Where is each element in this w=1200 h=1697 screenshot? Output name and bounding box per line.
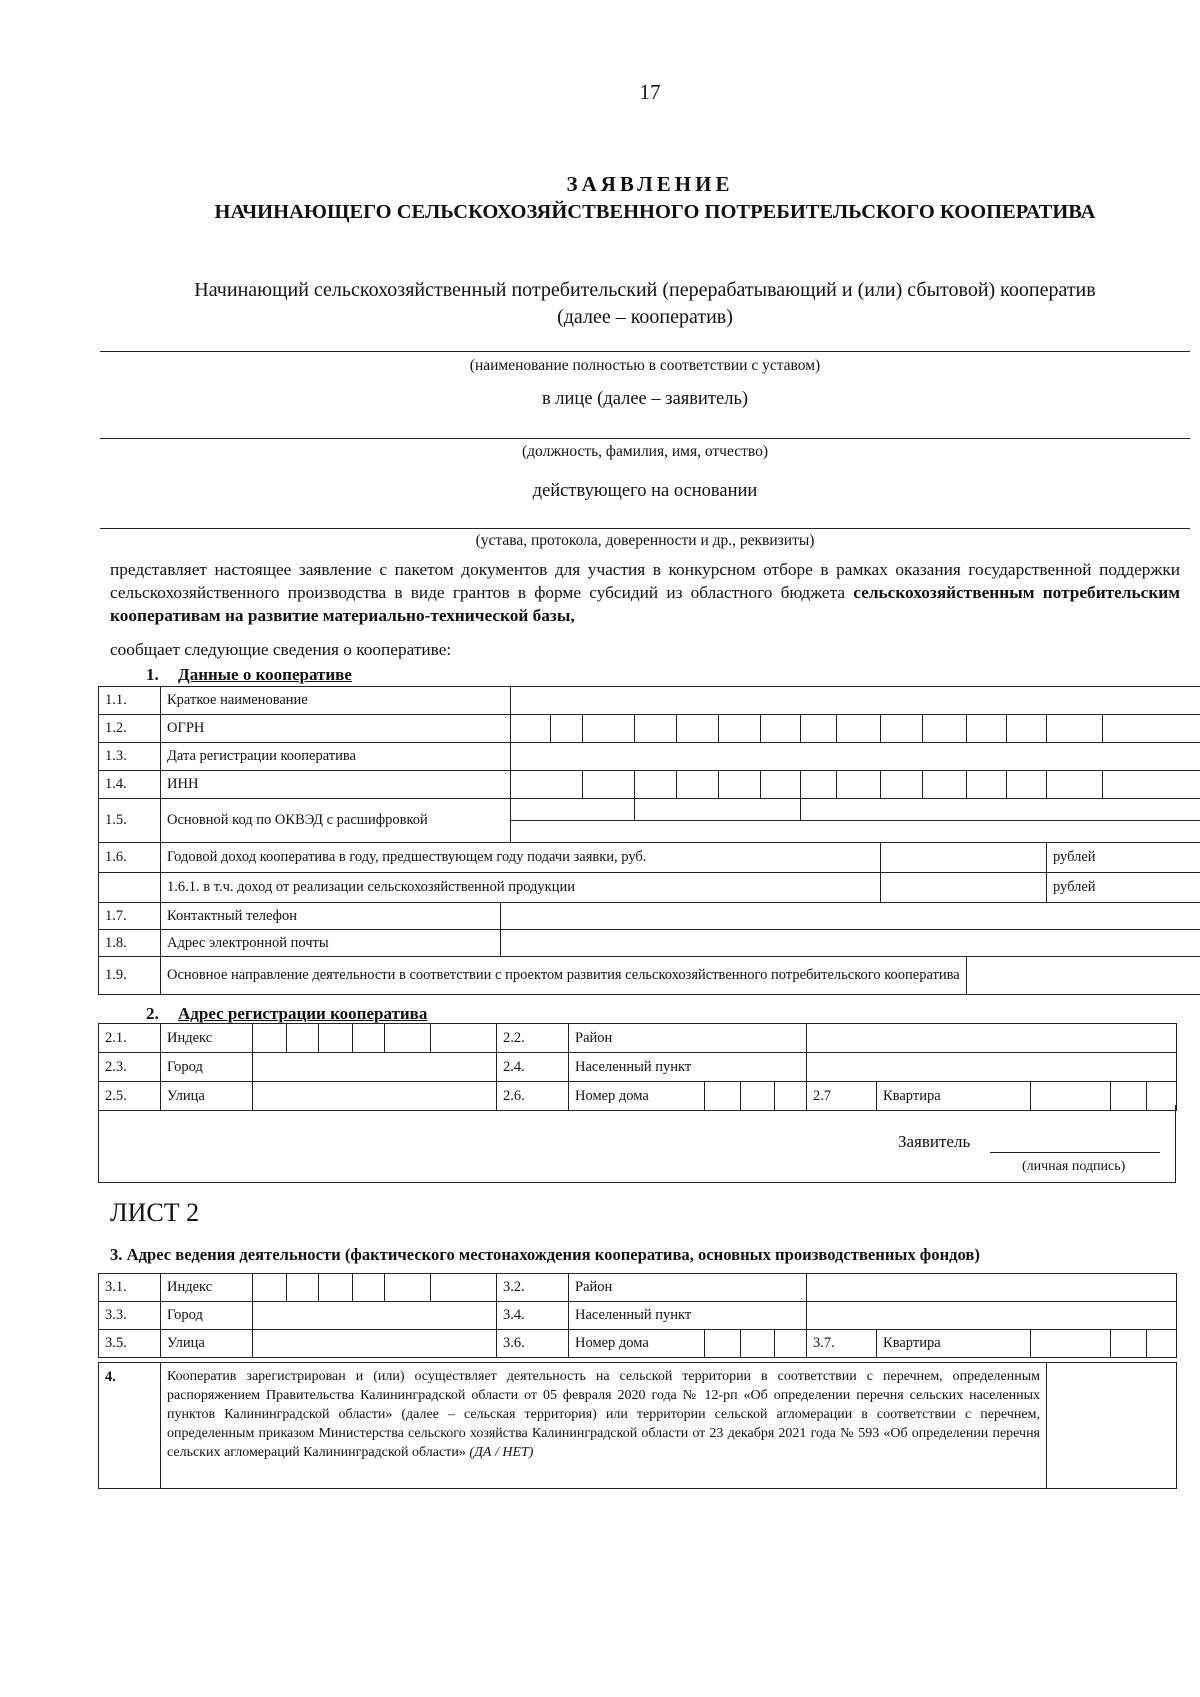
- index-digit-cell[interactable]: [385, 1274, 431, 1302]
- registration-date-field[interactable]: [511, 743, 1200, 771]
- rural-territory-statement: [161, 1363, 1047, 1489]
- person-fill-line[interactable]: [100, 438, 1190, 439]
- row-number: 2.4.: [497, 1053, 569, 1082]
- row-number: 3.5.: [99, 1330, 161, 1358]
- row-label: 1.6.1. в т.ч. доход от реализации сельскохозяйственной продукции: [161, 873, 881, 903]
- section-2-heading: [146, 1004, 427, 1024]
- okved-code-cell[interactable]: [801, 799, 1200, 821]
- row-number: 3.6.: [497, 1330, 569, 1358]
- table-row: [99, 1302, 1177, 1330]
- caption-basis: (устава, протокола, доверенности и др., реквизиты): [475, 532, 815, 549]
- inn-digit-cell[interactable]: [761, 771, 801, 799]
- section-4-table: [98, 1362, 1177, 1489]
- row-label: Квартира: [877, 1330, 1031, 1358]
- inn-digit-cell[interactable]: [881, 771, 923, 799]
- ogrn-digit-cell[interactable]: [801, 715, 837, 743]
- table-row: [99, 687, 1200, 715]
- document-title: ЗАЯВЛЕНИЕ: [566, 172, 734, 196]
- apartment-cell[interactable]: [1147, 1330, 1177, 1358]
- row-number: 4.: [99, 1363, 161, 1489]
- section-1-number: 1.: [146, 665, 159, 684]
- row-label: Номер дома: [569, 1082, 705, 1111]
- section-3-table: [98, 1273, 1177, 1358]
- caption-person: (должность, фамилия, имя, отчество): [521, 443, 769, 460]
- row-number: 2.2.: [497, 1024, 569, 1053]
- row-number: 1.6.: [99, 843, 161, 873]
- rural-territory-text: Кооператив зарегистрирован и (или) осуществляет деятельность на сельской территории в соответствии с перечнем, определенным распоряжением Правительства Калининградской области от 05 февраля 2020 года № 12-рп «Об определении перечня сельских населенных пунктов Калининградской области» (далее – сельская территория) или территории сельской агломерации в соответствии с перечнем, определенным приказом Министерства сельского хозяйства Калининградской области от 23 декабря 2021 года № 593 «Об определении перечня сельских агломераций Калининградской области»: [167, 1369, 1040, 1460]
- ogrn-digit-cell[interactable]: [881, 715, 923, 743]
- table-row: [99, 873, 1200, 903]
- index-digit-cell[interactable]: [287, 1024, 319, 1053]
- ogrn-digit-cell[interactable]: [1103, 715, 1200, 743]
- document-subtitle: НАЧИНАЮЩЕГО СЕЛЬСКОХОЗЯЙСТВЕННОГО ПОТРЕБИТЕЛЬСКОГО КООПЕРАТИВА: [214, 201, 1096, 223]
- row-label: Район: [569, 1274, 807, 1302]
- signature-label: Заявитель: [898, 1132, 971, 1151]
- yes-no-answer-field[interactable]: [1047, 1363, 1177, 1489]
- short-name-field[interactable]: [511, 687, 1200, 715]
- ogrn-digit-cell[interactable]: [719, 715, 761, 743]
- ogrn-digit-cell[interactable]: [837, 715, 881, 743]
- index-digit-cell[interactable]: [253, 1024, 287, 1053]
- section-3-title: 3. Адрес ведения деятельности (фактического местонахождения кооператива, основных производственных фондов): [110, 1245, 980, 1264]
- row-label: Контактный телефон: [161, 903, 501, 930]
- row-label: Улица: [161, 1330, 253, 1358]
- row-number: 2.5.: [99, 1082, 161, 1111]
- section-2-title: Адрес регистрации кооператива: [178, 1004, 428, 1023]
- phone-field[interactable]: [501, 903, 1200, 930]
- inn-digit-cell[interactable]: [801, 771, 837, 799]
- activity-direction-field[interactable]: [967, 957, 1200, 995]
- intro-line-2: (далее – кооператив): [557, 306, 733, 328]
- index-digit-cell[interactable]: [431, 1274, 497, 1302]
- caption-name: (наименование полностью в соответствии с уставом): [469, 357, 821, 374]
- intro-text: [100, 277, 1190, 331]
- index-digit-cell[interactable]: [253, 1274, 287, 1302]
- table-row: [99, 1053, 1177, 1082]
- row-label: Годовой доход кооператива в году, предшествующем году подачи заявки, руб.: [161, 843, 881, 873]
- inn-digit-cell[interactable]: [1047, 771, 1103, 799]
- row-number: 1.9.: [99, 957, 161, 995]
- inn-digit-cell[interactable]: [923, 771, 967, 799]
- yes-no-hint: (ДА / НЕТ): [469, 1445, 534, 1460]
- name-fill-line[interactable]: [100, 351, 1190, 352]
- okved-code-cell[interactable]: [635, 799, 801, 821]
- row-label: Номер дома: [569, 1330, 705, 1358]
- row-label: ОГРН: [161, 715, 511, 743]
- row-number: 1.1.: [99, 687, 161, 715]
- row-label: Индекс: [161, 1024, 253, 1053]
- index-digit-cell[interactable]: [287, 1274, 319, 1302]
- inn-digit-cell[interactable]: [677, 771, 719, 799]
- row-number: 2.1.: [99, 1024, 161, 1053]
- row-number: 1.7.: [99, 903, 161, 930]
- row-label: Основной код по ОКВЭД с расшифровкой: [161, 799, 511, 843]
- ogrn-digit-cell[interactable]: [551, 715, 583, 743]
- row-number: 1.2.: [99, 715, 161, 743]
- table-row: [99, 743, 1200, 771]
- ogrn-digit-cell[interactable]: [677, 715, 719, 743]
- row-label: Район: [569, 1024, 807, 1053]
- row-label: Улица: [161, 1082, 253, 1111]
- row-label: Город: [161, 1302, 253, 1330]
- row-label: Адрес электронной почты: [161, 930, 501, 957]
- inn-digit-cell[interactable]: [719, 771, 761, 799]
- district-field[interactable]: [807, 1024, 1177, 1053]
- row-label: Индекс: [161, 1274, 253, 1302]
- ogrn-digit-cell[interactable]: [967, 715, 1007, 743]
- ogrn-digit-cell[interactable]: [583, 715, 635, 743]
- ogrn-digit-cell[interactable]: [761, 715, 801, 743]
- ogrn-digit-cell[interactable]: [1007, 715, 1047, 743]
- table-row: [99, 771, 1200, 799]
- index-digit-cell[interactable]: [431, 1024, 497, 1053]
- section-1-table: [98, 686, 1200, 995]
- table-row: [99, 843, 1200, 873]
- intro-line-1: Начинающий сельскохозяйственный потребительский (перерабатывающий и (или) сбытовой) кооператив: [194, 279, 1096, 301]
- street-field[interactable]: [253, 1330, 497, 1358]
- apartment-cell[interactable]: [1111, 1330, 1147, 1358]
- signature-caption: (личная подпись): [1022, 1159, 1126, 1174]
- okved-code-cell[interactable]: [511, 799, 635, 821]
- inn-digit-cell[interactable]: [1007, 771, 1047, 799]
- okved-description-field[interactable]: [511, 821, 1200, 843]
- ogrn-digit-cell[interactable]: [1047, 715, 1103, 743]
- house-number-cell[interactable]: [775, 1330, 807, 1358]
- index-digit-cell[interactable]: [319, 1024, 353, 1053]
- statement-line-2: сообщает следующие сведения о кооперативе:: [110, 640, 452, 659]
- house-number-cell[interactable]: [741, 1330, 775, 1358]
- table-row: [99, 957, 1200, 995]
- city-field[interactable]: [253, 1302, 497, 1330]
- section-1-heading: [146, 665, 352, 685]
- in-person-text: в лице (далее – заявитель): [541, 389, 749, 409]
- index-digit-cell[interactable]: [385, 1024, 431, 1053]
- row-label: Населенный пункт: [569, 1053, 807, 1082]
- inn-digit-cell[interactable]: [837, 771, 881, 799]
- signature-line[interactable]: [990, 1152, 1160, 1153]
- row-label: Квартира: [877, 1082, 1031, 1111]
- row-number: 3.7.: [807, 1330, 877, 1358]
- district-field[interactable]: [807, 1274, 1177, 1302]
- index-digit-cell[interactable]: [353, 1024, 385, 1053]
- row-number: [99, 873, 161, 903]
- section-1-title: Данные о кооперативе: [178, 665, 352, 684]
- row-label: Населенный пункт: [569, 1302, 807, 1330]
- email-field[interactable]: [501, 930, 1200, 957]
- table-row: [99, 903, 1200, 930]
- annual-income-field[interactable]: [881, 843, 1047, 873]
- row-number: 3.1.: [99, 1274, 161, 1302]
- table-row: [99, 930, 1200, 957]
- row-number: 1.4.: [99, 771, 161, 799]
- section-2-table: [98, 1023, 1177, 1111]
- section-2-number: 2.: [146, 1004, 159, 1023]
- statement-text: представляет настоящее заявление с пакетом документов для участия в конкурсном отборе в рамках оказания государственной поддержки сельскохозяйственного производства в виде грантов в форме субсидий из областного бюджета: [110, 560, 1180, 602]
- signature-box: [98, 1105, 1176, 1183]
- row-number: 3.3.: [99, 1302, 161, 1330]
- statement-paragraph: [110, 558, 1180, 627]
- inn-digit-cell[interactable]: [635, 771, 677, 799]
- settlement-field[interactable]: [807, 1053, 1177, 1082]
- index-digit-cell[interactable]: [353, 1274, 385, 1302]
- page-number: 17: [639, 80, 661, 104]
- agri-income-field[interactable]: [881, 873, 1047, 903]
- inn-digit-cell[interactable]: [967, 771, 1007, 799]
- ogrn-digit-cell[interactable]: [511, 715, 551, 743]
- settlement-field[interactable]: [807, 1302, 1177, 1330]
- ogrn-digit-cell[interactable]: [923, 715, 967, 743]
- row-number: 2.7: [807, 1082, 877, 1111]
- ogrn-digit-cell[interactable]: [635, 715, 677, 743]
- row-number: 2.3.: [99, 1053, 161, 1082]
- statement-bold-text: сельскохозяйственным потребительским кооперативам на развитие материально-технической базы,: [110, 583, 1180, 625]
- row-number: 1.5.: [99, 799, 161, 843]
- unit-label: рублей: [1047, 873, 1200, 903]
- row-label: Город: [161, 1053, 253, 1082]
- row-number: 1.3.: [99, 743, 161, 771]
- row-number: 3.4.: [497, 1302, 569, 1330]
- table-row: [99, 715, 1200, 743]
- apartment-cell[interactable]: [1031, 1330, 1111, 1358]
- index-digit-cell[interactable]: [319, 1274, 353, 1302]
- sheet-2-title: ЛИСТ 2: [110, 1198, 200, 1227]
- table-row: [99, 1330, 1177, 1358]
- basis-fill-line[interactable]: [100, 528, 1190, 529]
- row-label: Дата регистрации кооператива: [161, 743, 511, 771]
- inn-digit-cell[interactable]: [583, 771, 635, 799]
- table-row: [99, 1363, 1177, 1489]
- row-number: 3.2.: [497, 1274, 569, 1302]
- row-number: 1.8.: [99, 930, 161, 957]
- row-number: 2.6.: [497, 1082, 569, 1111]
- row-label: Основное направление деятельности в соответствии с проектом развития сельскохозяйственного потребительского кооператива: [161, 957, 967, 995]
- row-label: Краткое наименование: [161, 687, 511, 715]
- acting-basis-text: действующего на основании: [532, 481, 758, 501]
- city-field[interactable]: [253, 1053, 497, 1082]
- unit-label: рублей: [1047, 843, 1200, 873]
- house-number-cell[interactable]: [705, 1330, 741, 1358]
- row-label: ИНН: [161, 771, 511, 799]
- inn-digit-cell[interactable]: [511, 771, 583, 799]
- table-row: [99, 799, 1200, 821]
- table-row: [99, 1024, 1177, 1053]
- table-row: [99, 1274, 1177, 1302]
